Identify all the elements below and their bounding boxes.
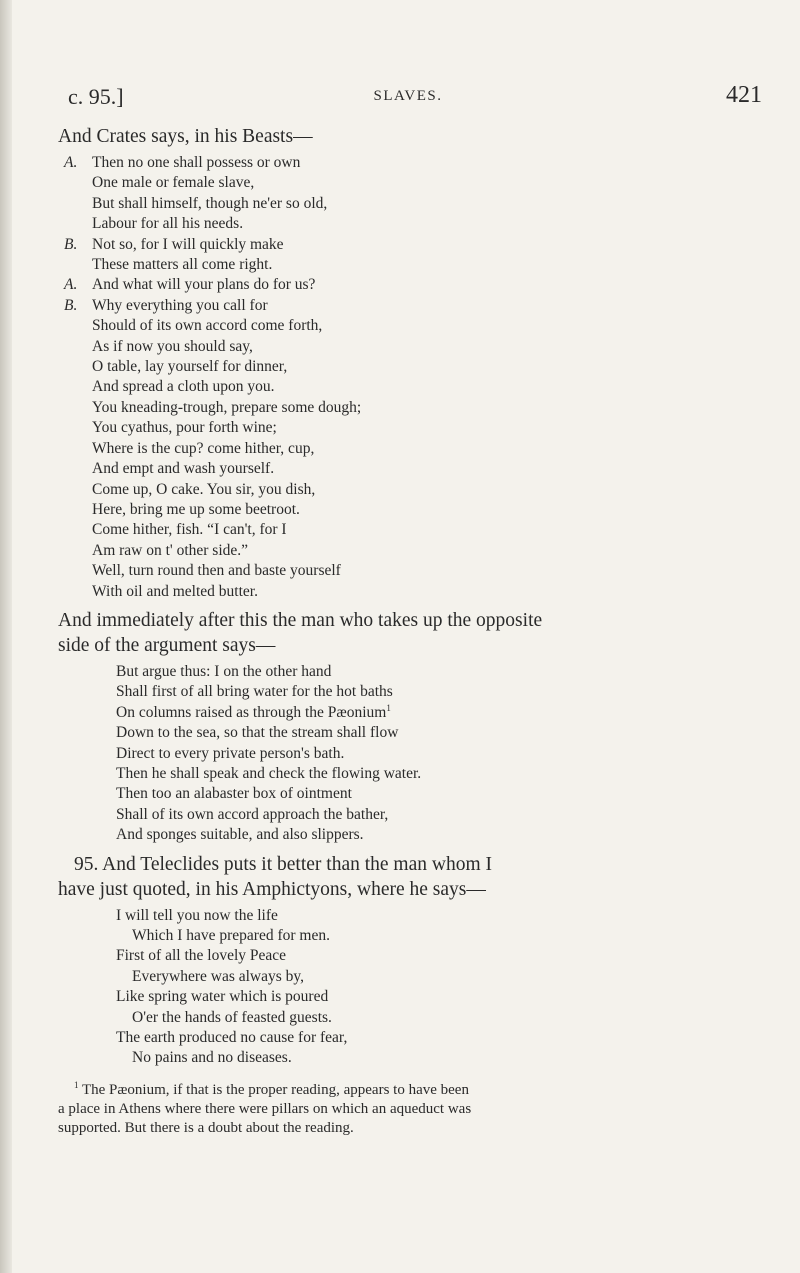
verse-text: On columns raised as through the Pæonium — [116, 703, 387, 721]
verse-line — [58, 173, 758, 193]
verse-line — [58, 805, 758, 825]
running-title: SLAVES. — [373, 88, 443, 104]
verse-line — [58, 357, 758, 377]
footnote-marker: 1 — [74, 1079, 79, 1090]
verse-line — [58, 561, 758, 581]
verse-line — [58, 480, 758, 500]
verse-line — [58, 1028, 758, 1048]
verse-text: But shall himself, though ne'er so old, — [92, 194, 328, 212]
verse-text: Shall first of all bring water for the hot baths — [116, 683, 393, 701]
verse-text: Am raw on t' other side.” — [92, 541, 249, 559]
verse-text: Shall of its own accord approach the bather, — [116, 805, 389, 823]
speaker-label: B. — [64, 235, 78, 253]
verse-text: First of all the lovely Peace — [116, 947, 287, 965]
verse-line — [58, 500, 758, 520]
verse-line — [58, 377, 758, 397]
verse-line — [58, 784, 758, 804]
page-number: 421 — [726, 82, 762, 108]
verse-line — [58, 235, 758, 255]
verse-line — [58, 582, 758, 602]
verse-text: Then he shall speak and check the flowing water. — [116, 764, 422, 782]
chapter-ref: c. 95.] — [68, 84, 124, 109]
verse-line — [58, 744, 758, 764]
verse-text: The earth produced no cause for fear, — [116, 1029, 348, 1047]
verse-text: O table, lay yourself for dinner, — [92, 358, 288, 376]
verse-line — [58, 153, 758, 173]
verse-line — [58, 194, 758, 214]
verse-text: Where is the cup? come hither, cup, — [92, 439, 315, 457]
verse-line — [58, 764, 758, 784]
verse-line — [58, 967, 758, 987]
verse-line — [58, 439, 758, 459]
book-page — [58, 82, 762, 1138]
verse-text: And what will your plans do for us? — [92, 276, 316, 294]
verse-text: Well, turn round then and baste yourself — [92, 562, 341, 580]
footnote — [58, 1081, 758, 1138]
footnote-text-2: a place in Athens where there were pillars on which an aqueduct was — [58, 1100, 472, 1117]
verse-text: Should of its own accord come forth, — [92, 317, 323, 335]
verse-text: Down to the sea, so that the stream shall flow — [116, 724, 399, 742]
verse-text: Come hither, fish. “I can't, for I — [92, 521, 287, 539]
verse-line — [58, 316, 758, 336]
footnote-reference[interactable]: 1 — [386, 702, 391, 713]
verse-text: O'er the hands of feasted guests. — [132, 1008, 332, 1026]
intro-paragraph-1: And Crates says, in his Beasts— — [58, 126, 313, 147]
verse-line — [58, 1048, 758, 1068]
intro-paragraph-2: And immediately after this the man who takes up the opposite side of the argument says— — [58, 609, 543, 656]
footnote-text-1: The Pæonium, if that is the proper reading, appears to have been — [81, 1081, 469, 1098]
verse-line — [58, 520, 758, 540]
verse-line — [58, 398, 758, 418]
book-binding-edge — [0, 0, 12, 1273]
verse-line — [58, 255, 758, 275]
speaker-label: A. — [64, 276, 78, 294]
verse-line — [58, 541, 758, 561]
paragraph-95: 95. And Teleclides puts it better than the man whom I have just quoted, in his Amphictyons, where he says— — [58, 853, 492, 900]
verse-block-teleclides — [58, 906, 758, 1069]
verse-text: Here, bring me up some beetroot. — [92, 500, 300, 518]
verse-line — [58, 946, 758, 966]
verse-block-argument — [58, 662, 758, 846]
verse-line — [58, 906, 758, 926]
verse-block-crates — [58, 153, 758, 602]
verse-text: These matters all come right. — [92, 256, 273, 274]
verse-line — [58, 296, 758, 316]
verse-text: Direct to every private person's bath. — [116, 744, 345, 762]
footnote-text-3: supported. But there is a doubt about the reading. — [58, 1119, 354, 1136]
verse-text: Then too an alabaster box of ointment — [116, 785, 352, 803]
speaker-label: B. — [64, 296, 78, 314]
verse-line — [58, 275, 758, 295]
verse-line — [58, 825, 758, 845]
verse-line — [58, 926, 758, 946]
verse-text: Labour for all his needs. — [92, 215, 244, 233]
verse-text: You kneading-trough, prepare some dough; — [92, 398, 362, 416]
verse-line — [58, 418, 758, 438]
verse-line — [58, 459, 758, 479]
verse-text: And spread a cloth upon you. — [92, 378, 275, 396]
verse-text: Like spring water which is poured — [116, 988, 329, 1006]
verse-text: One male or female slave, — [92, 174, 255, 192]
verse-line — [58, 1008, 758, 1028]
speaker-label: A. — [64, 154, 78, 171]
verse-line — [58, 682, 758, 702]
verse-text: With oil and melted butter. — [92, 582, 258, 600]
verse-line — [58, 703, 758, 723]
verse-text: You cyathus, pour forth wine; — [92, 419, 277, 437]
verse-line — [58, 662, 758, 682]
verse-line — [58, 337, 758, 357]
verse-text: Everywhere was always by, — [132, 967, 305, 985]
verse-text: But argue thus: I on the other hand — [116, 662, 332, 680]
running-header — [58, 82, 762, 124]
verse-line — [58, 214, 758, 234]
verse-text: Which I have prepared for men. — [132, 927, 330, 944]
verse-text: As if now you should say, — [92, 337, 253, 355]
verse-text: I will tell you now the life — [116, 906, 278, 924]
verse-text: No pains and no diseases. — [132, 1049, 292, 1067]
verse-text: And sponges suitable, and also slippers. — [116, 826, 364, 844]
verse-text: Come up, O cake. You sir, you dish, — [92, 480, 316, 498]
verse-text: Then no one shall possess or own — [92, 154, 301, 171]
verse-line — [58, 723, 758, 743]
verse-text: Not so, for I will quickly make — [92, 235, 284, 253]
verse-line — [58, 987, 758, 1007]
verse-text: Why everything you call for — [92, 296, 268, 314]
verse-text: And empt and wash yourself. — [92, 460, 275, 478]
